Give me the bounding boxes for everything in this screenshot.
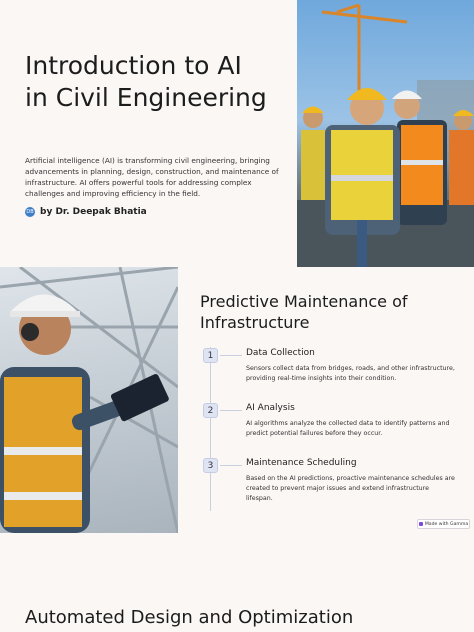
slide-title (25, 50, 290, 114)
next-section-title: Automated Design and Optimization (25, 607, 354, 628)
engineer-illustration (0, 267, 178, 533)
author-name: by Dr. Deepak Bhatia (40, 207, 147, 217)
step-title: Maintenance Scheduling (246, 458, 357, 468)
workers-illustration (297, 0, 474, 267)
background-worker (301, 107, 325, 201)
author-byline (25, 207, 147, 217)
author-avatar: DB (26, 209, 34, 215)
step-number: 3 (203, 458, 218, 473)
step-description: Based on the AI predictions, proactive maintenance schedules are created to prevent major issues and extend infrastructure lifespan. (246, 475, 455, 502)
step-title: AI Analysis (246, 403, 295, 413)
step-title: Data Collection (246, 348, 315, 358)
step-connector (220, 355, 242, 356)
step-connector (220, 465, 242, 466)
slide-intro (0, 0, 474, 267)
step-number: 1 (203, 348, 218, 363)
timeline-line (210, 347, 211, 511)
gamma-logo-icon (419, 522, 423, 526)
engineer-with-tablet-photo (0, 267, 178, 533)
title-line-2: in Civil Engineering (25, 83, 267, 112)
section-title: Predictive Maintenance of Infrastructure (200, 292, 408, 332)
badge-label: Made with Gamma (424, 521, 469, 527)
step-number: 2 (203, 403, 218, 418)
step-description: AI algorithms analyze the collected data to identify patterns and predict potential failures before they occur. (246, 420, 450, 437)
ear-protection-icon (21, 323, 39, 341)
construction-workers-photo (297, 0, 474, 267)
engineer (0, 295, 170, 534)
made-with-gamma-badge[interactable] (417, 519, 470, 529)
step-description: Sensors collect data from bridges, roads, and other infrastructure, providing real-time insights into their condition. (246, 365, 455, 382)
intro-paragraph: Artificial intelligence (AI) is transforming civil engineering, bringing advancements in planning, design, construction, and maintenance of infrastructure. AI offers powerful tools for addressing complex challenges and improving efficiency in the field. (25, 156, 279, 198)
slide-predictive-maintenance (0, 267, 474, 567)
step-connector (220, 410, 242, 411)
title-line-1: Introduction to AI (25, 51, 242, 80)
